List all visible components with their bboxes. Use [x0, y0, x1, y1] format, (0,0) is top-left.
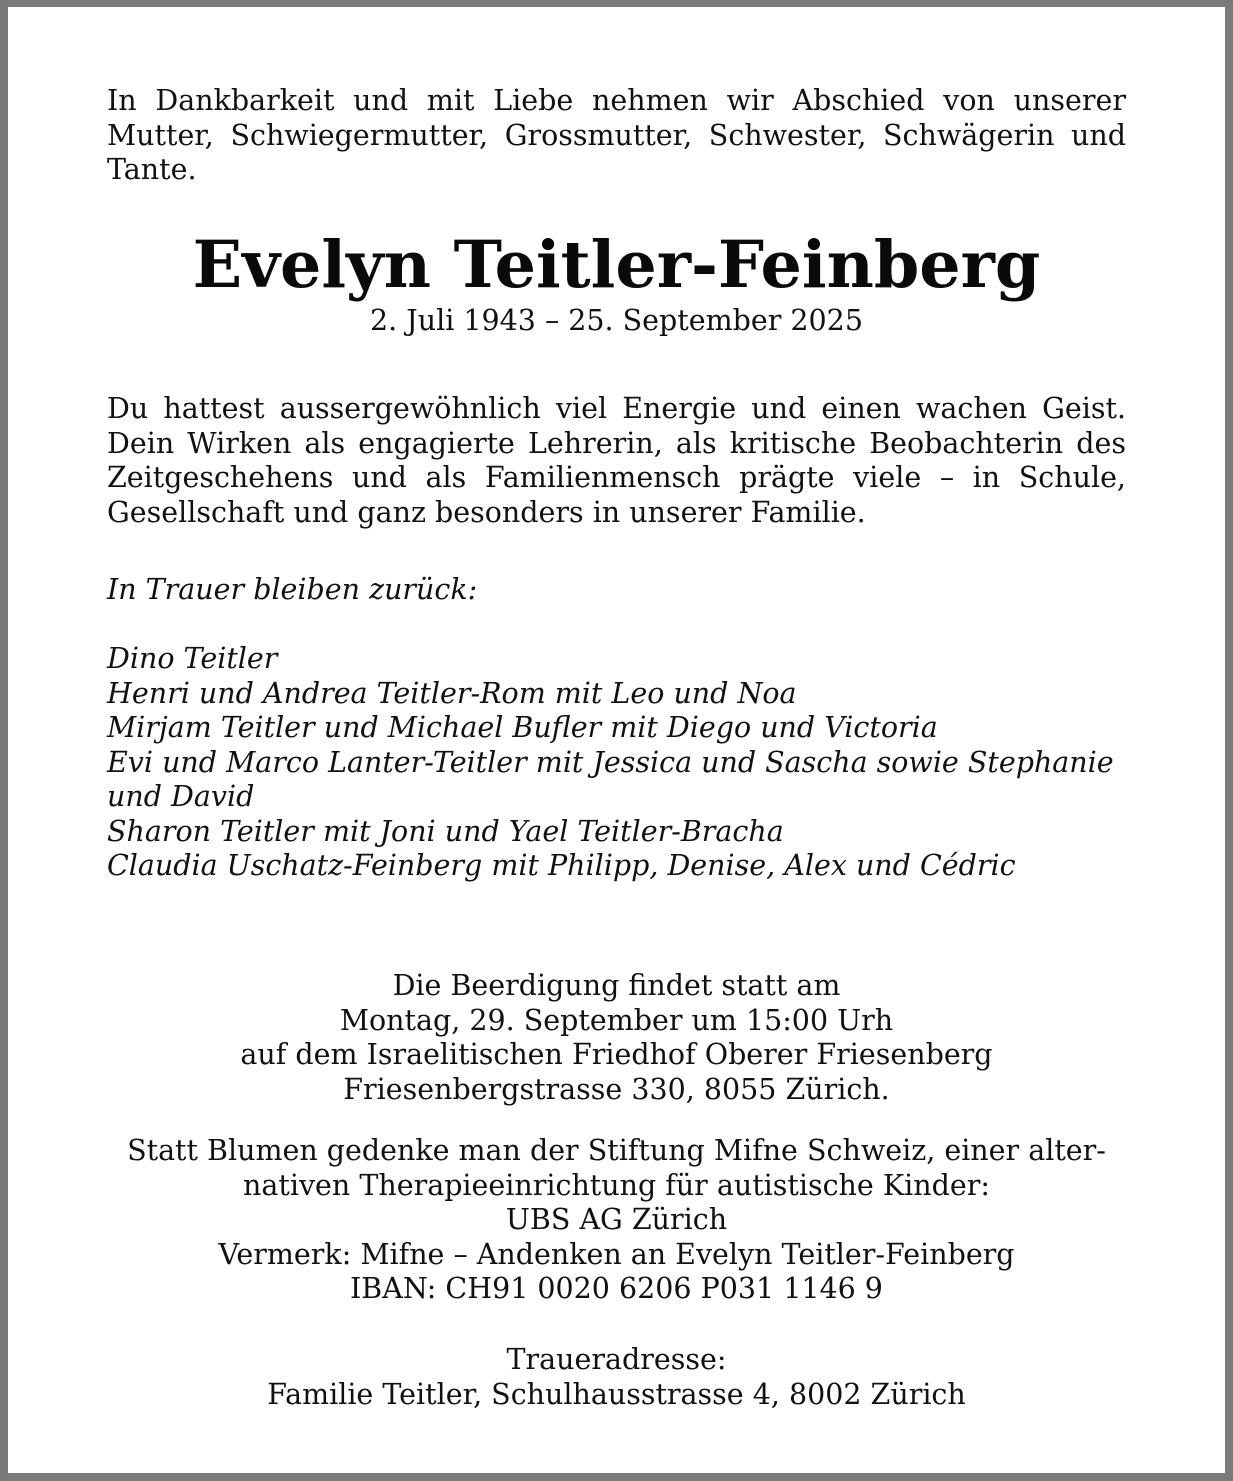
donation-line: UBS AG Zürich — [505, 1203, 728, 1236]
tribute-paragraph: Du hattest aussergewöhnlich viel Energie und einen wachen Geist. Dein Wirken als engagierte Lehrerin, als kritische Beobachterin des Zeitgeschehens und als Familienmensch prägte viele – in Schule, Gesellschaft und ganz besonders in unserer Familie. — [107, 392, 1126, 529]
address-label: Traueradresse: — [506, 1343, 727, 1376]
mourners-heading: In Trauer bleiben zurück: — [107, 573, 478, 606]
mourner-line: Henri und Andrea Teitler-Rom mit Leo und Noa — [107, 676, 797, 710]
deceased-name: Evelyn Teitler-Feinberg — [192, 227, 1041, 303]
donation-line: nativen Therapieeinrichtung für autistische Kinder: — [243, 1168, 990, 1202]
mourner-line: Claudia Uschatz-Feinberg mit Philipp, Denise, Alex und Cédric — [107, 849, 1016, 882]
funeral-line: Die Beerdigung findet statt am — [392, 969, 841, 1002]
life-dates: 2. Juli 1943 – 25. September 2025 — [370, 304, 863, 337]
donation-notice — [107, 1134, 1126, 1307]
funeral-notice — [107, 969, 1126, 1107]
address-line: Familie Teitler, Schulhausstrasse 4, 8002 Zürich — [267, 1377, 966, 1411]
mourner-line: Evi und Marco Lanter-Teitler mit Jessica und Sascha sowie Stephanie und David — [107, 745, 1114, 813]
mourning-address — [107, 1343, 1126, 1412]
mourners-list — [107, 642, 1126, 884]
intro-paragraph: In Dankbarkeit und mit Liebe nehmen wir Abschied von unserer Mutter, Schwiegermutter, Grossmutter, Schwester, Schwägerin und Tante. — [107, 84, 1126, 186]
funeral-line: auf dem Israelitischen Friedhof Oberer Friesenberg — [240, 1038, 993, 1071]
funeral-line: Montag, 29. September um 15:00 Urh — [339, 1003, 894, 1037]
mourner-line: Dino Teitler — [107, 642, 278, 675]
donation-line: Statt Blumen gedenke man der Stiftung Mifne Schweiz, einer alter- — [127, 1134, 1106, 1167]
funeral-line: Friesenbergstrasse 330, 8055 Zürich. — [343, 1072, 890, 1106]
mourner-line: Mirjam Teitler und Michael Bufler mit Diego und Victoria — [107, 711, 938, 744]
obituary-page — [8, 7, 1225, 1473]
donation-line: Vermerk: Mifne – Andenken an Evelyn Teitler-Feinberg — [218, 1237, 1015, 1271]
mourner-line: Sharon Teitler mit Joni und Yael Teitler-Bracha — [107, 814, 784, 848]
donation-line: IBAN: CH91 0020 6206 P031 1146 9 — [350, 1272, 883, 1305]
